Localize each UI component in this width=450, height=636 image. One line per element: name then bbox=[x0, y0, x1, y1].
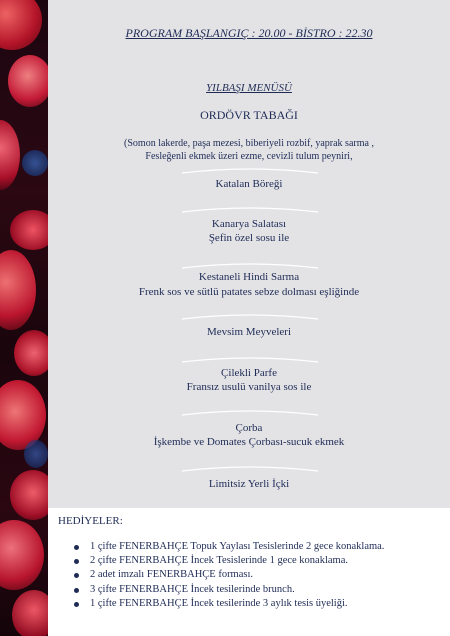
bokeh-circle bbox=[10, 470, 48, 520]
menu-item-sub: Frenk sos ve sütlü patates sebze dolması eşliğinde bbox=[138, 286, 360, 298]
ornament-divider bbox=[180, 167, 320, 175]
bokeh-circle bbox=[0, 120, 20, 190]
menu-item-sub: İşkembe ve Domates Çorbası-sucuk ekmek bbox=[153, 436, 345, 448]
menu-item-sub: Şefin özel sosu ile bbox=[208, 232, 290, 244]
gift-text: 1 çifte FENERBAHÇE İncek tesilerinde 3 aylık tesis üyeliği. bbox=[90, 597, 348, 609]
bokeh-circle bbox=[8, 55, 48, 107]
ornament-divider bbox=[180, 409, 320, 417]
menu-item-title: Katalan Böreği bbox=[215, 178, 283, 190]
bokeh-circle bbox=[14, 330, 48, 376]
bokeh-circle bbox=[12, 590, 48, 636]
ornament-divider bbox=[180, 313, 320, 321]
gift-item bbox=[72, 583, 384, 597]
bullet-icon bbox=[74, 559, 79, 564]
menu-item-title: Limitsiz Yerli İçki bbox=[208, 478, 290, 490]
decorative-bokeh-strip bbox=[0, 0, 48, 636]
gift-text: 2 çifte FENERBAHÇE İncek Tesislerinde 1 gece konaklama. bbox=[90, 555, 348, 567]
description-line: Fesleğenli ekmek üzeri ezme, cevizli tulum peyniri, bbox=[145, 151, 353, 162]
bokeh-circle bbox=[0, 0, 42, 50]
bokeh-circle bbox=[24, 440, 48, 468]
gift-item bbox=[72, 568, 384, 582]
bokeh-circle bbox=[22, 150, 48, 176]
bokeh-circle bbox=[0, 520, 44, 590]
bullet-icon bbox=[74, 588, 79, 593]
gifts-list bbox=[72, 540, 384, 611]
gifts-title: HEDİYELER: bbox=[58, 515, 123, 527]
bokeh-circle bbox=[10, 210, 48, 250]
gift-item bbox=[72, 597, 384, 611]
bokeh-circle bbox=[0, 250, 36, 330]
gift-text: 1 çifte FENERBAHÇE Topuk Yaylası Tesislerinde 2 gece konaklama. bbox=[90, 541, 385, 552]
gift-text: 2 adet imzalı FENERBAHÇE forması. bbox=[90, 569, 254, 581]
bullet-icon bbox=[74, 602, 79, 607]
ornament-divider bbox=[180, 356, 320, 364]
menu-item-sub: Fransız usulü vanilya sos ile bbox=[186, 381, 312, 393]
bullet-icon bbox=[74, 573, 79, 578]
ornament-divider bbox=[180, 206, 320, 214]
appetizer-description bbox=[48, 137, 450, 163]
description-line: (Somon lakerde, paşa mezesi, biberiyeli rozbif, yaprak sarma , bbox=[124, 138, 374, 149]
program-time: PROGRAM BAŞLANGIÇ : 20.00 - BİSTRO : 22.30 bbox=[125, 26, 373, 40]
gift-item bbox=[72, 540, 384, 554]
menu-item-title: Kestaneli Hindi Sarma bbox=[198, 271, 300, 283]
menu-item-title: Kanarya Salatası bbox=[211, 218, 287, 230]
menu-item-title: Çorba bbox=[235, 422, 263, 434]
bullet-icon bbox=[74, 545, 79, 550]
gift-item bbox=[72, 554, 384, 568]
menu-subtitle: ORDÖVR TABAĞI bbox=[200, 108, 298, 122]
menu-item-title: Çilekli Parfe bbox=[221, 367, 277, 379]
ornament-divider bbox=[180, 465, 320, 473]
menu-item-title: Mevsim Meyveleri bbox=[206, 326, 291, 338]
gift-text: 3 çifte FENERBAHÇE İncek tesilerinde brunch. bbox=[90, 583, 295, 595]
ornament-divider bbox=[180, 262, 320, 270]
menu-title: YILBAŞI MENÜSÜ bbox=[206, 82, 292, 94]
